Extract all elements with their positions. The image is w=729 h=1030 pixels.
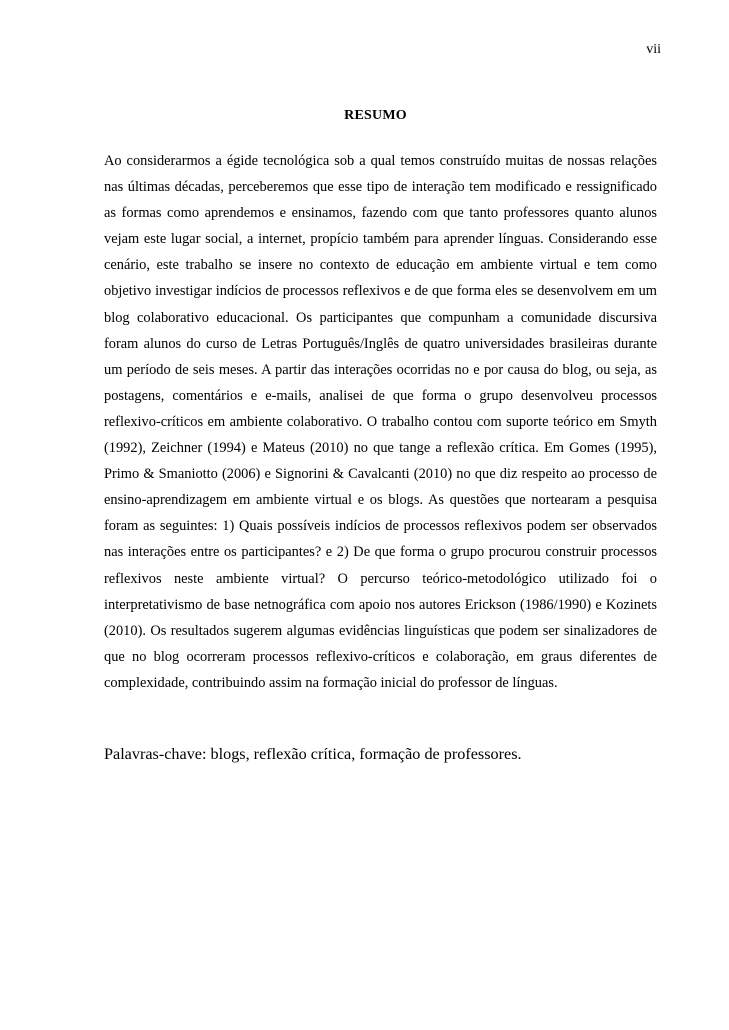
keywords-line: Palavras-chave: blogs, reflexão crítica, formação de professores. — [104, 745, 522, 763]
abstract-paragraph: Ao considerarmos a égide tecnológica sob a qual temos construído muitas de nossas relações nas últimas décadas, perceberemos que esse tipo de interação tem modificado e ressignificado as formas como aprendemos e ensinamos, fazendo com que tanto professores quanto alunos vejam este lugar social, a internet, propício também para aprender línguas. Considerando esse cenário, este trabalho se insere no contexto de educação em ambiente virtual e tem como objetivo investigar indícios de processos reflexivos e de que forma eles se desenvolvem em um blog colaborativo educacional. Os participantes que compunham a comunidade discursiva foram alunos do curso de Letras Português/Inglês de quatro universidades brasileiras durante um período de seis meses. A partir das interações ocorridas no e por causa do blog, ou seja, as postagens, comentários e e-mails, analisei de que forma o grupo desenvolveu processos reflexivo-críticos em ambiente colaborativo. O trabalho contou com suporte teórico em Smyth (1992), Zeichner (1994) e Mateus (2010) no que tange a reflexão crítica. Em Gomes (1995), Primo & Smaniotto (2006) e Signorini & Cavalcanti (2010) no que diz respeito ao processo de ensino-aprendizagem em ambiente virtual e os blogs. As questões que nortearam a pesquisa foram as seguintes: 1) Quais possíveis indícios de processos reflexivos podem ser observados nas interações entre os participantes? e 2) De que forma o grupo procurou construir processos reflexivos neste ambiente virtual? O percurso teórico-metodológico utilizado foi o interpretativismo de base netnográfica com apoio nos autores Erickson (1986/1990) e Kozinets (2010). Os resultados sugerem algumas evidências linguísticas que podem ser sinalizadores de que no blog ocorreram processos reflexivo-críticos e colaboração, em graus diferentes de complexidade, contribuindo assim na formação inicial do professor de línguas. — [104, 153, 657, 691]
section-title: RESUMO — [344, 108, 407, 123]
page-number: vii — [646, 42, 661, 57]
